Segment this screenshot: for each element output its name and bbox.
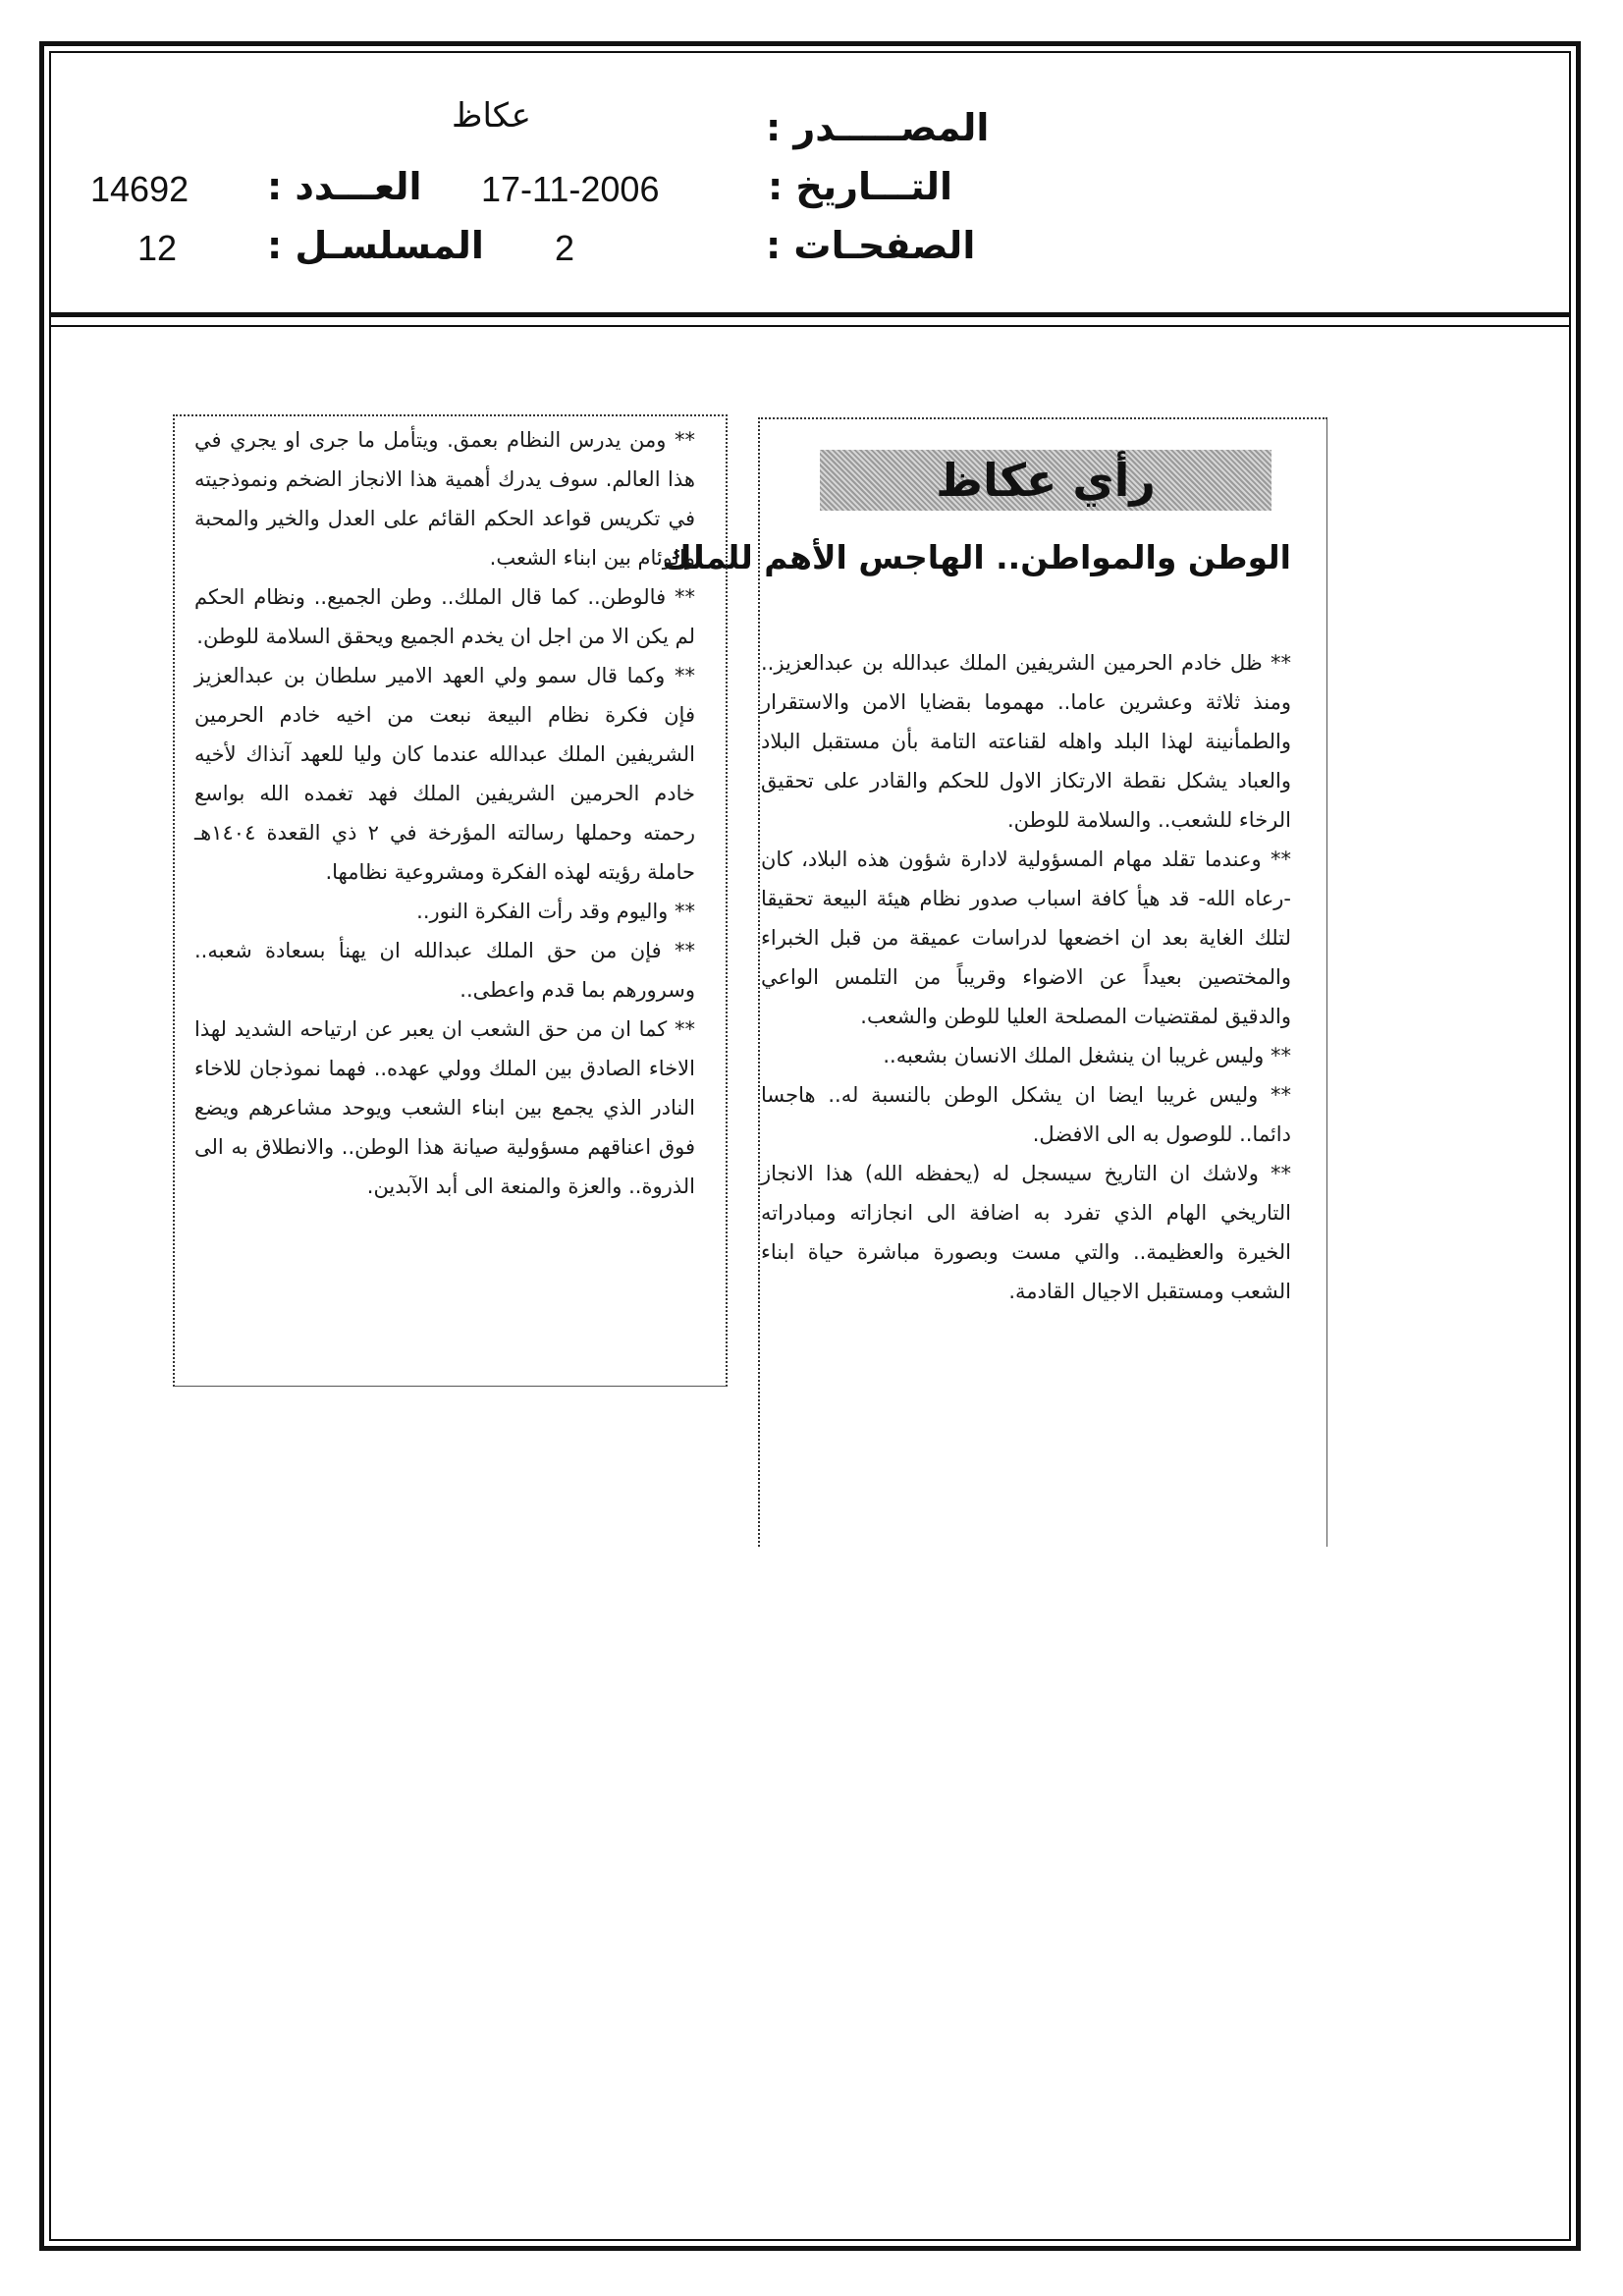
issue-label: العـــدد : [267,165,422,208]
article-left-column [194,420,695,1206]
article-paragraph: ** فالوطن.. كما قال الملك.. وطن الجميع.. ونظام الحكم لم يكن الا من اجل ان يخدم الجميع ويحقق السلامة للوطن. [194,585,695,648]
source-value: عكاظ [452,96,531,136]
serial-label: المسلسـل : [267,224,484,267]
header-divider-thick [49,312,1571,317]
header-divider-thin [49,325,1571,327]
article-paragraph: ** ولاشك ان التاريخ سيسجل له (يحفظه الله) هذا الانجاز التاريخي الهام الذي تفرد به اضافة الى انجازاته ومبادراته الخيرة والعظيمة.. والتي مست وبصورة مباشرة حياة ابناء الشعب ومستقبل الاجيال القادمة. [761,1162,1291,1303]
issue-value: 14692 [90,169,189,209]
article-paragraph: ** كما ان من حق الشعب ان يعبر عن ارتياحه الشديد لهذا الاخاء الصادق بين الملك وولي عهده.. فهما نموذجان للاخاء النادر الذي يجمع بين ابناء الشعب ويوحد مشاعرهم ويضع فوق اعناقهم مسؤولية صيانة هذا الوطن.. والانطلاق به الى الذروة.. والعزة والمنعة الى أبد الآبدين. [194,1017,695,1198]
date-label: التـــاريخ : [768,165,952,208]
article-paragraph: ** وعندما تقلد مهام المسؤولية لادارة شؤون هذه البلاد، كان -رعاه الله- قد هيأ كافة اسباب صدور نظام هيئة البيعة تحقيقا لتلك الغاية بعد ان اخضعها لدراسات عميقة من قبل الخبراء والمختصين بعيداً عن الاضواء وقريباً من التلمس الواعي والدقيق لمقتضيات المصلحة العليا للوطن والشعب. [761,847,1291,1028]
article-headline: الوطن والمواطن.. الهاجس الأهم للملك [662,538,1291,576]
pages-label: الصفحـات : [766,224,976,267]
article-paragraph: ** وكما قال سمو ولي العهد الامير سلطان بن عبدالعزيز فإن فكرة نظام البيعة نبعت من اخيه خادم الحرمين الشريفين الملك عبدالله عندما كان وليا للعهد آنذاك لأخيه خادم الحرمين الشريفين الملك فهد تغمده الله بواسع رحمته وحملها رسالته المؤرخة في ٢ ذي القعدة ١٤٠٤هـ حاملة رؤيته لهذه الفكرة ومشروعية نظامها. [194,664,696,884]
column-name: رأي عكاظ [936,454,1156,507]
serial-value: 12 [137,228,178,268]
article-paragraph: ** واليوم وقد رأت الفكرة النور.. [416,900,695,923]
date-value: 17-11-2006 [481,169,660,209]
article-paragraph: ** فإن من حق الملك عبدالله ان يهنأ بسعادة شعبه.. وسرورهم بما قدم واعطى.. [194,939,695,1002]
column-banner [820,450,1271,511]
article-paragraph: ** وليس غريبا ايضا ان يشكل الوطن بالنسبة له.. هاجسا دائما.. للوصول به الى الافضل. [761,1083,1291,1146]
article-paragraph: ** ظل خادم الحرمين الشريفين الملك عبدالله بن عبدالعزيز.. ومنذ ثلاثة وعشرين عاما.. مهموما بقضايا الامن والاستقرار والطمأنينة لهذا البلد واهله لقناعته التامة بأن مستقبل البلاد والعباد يشكل نقطة الارتكاز الاول للحكم والقادر على تحقيق الرخاء للشعب.. والسلامة للوطن. [761,651,1291,832]
source-label: المصـــــدر : [766,106,990,149]
pages-value: 2 [555,228,575,268]
article-paragraph: ** وليس غريبا ان ينشغل الملك الانسان بشعبه.. [883,1044,1291,1067]
article-paragraph: ** ومن يدرس النظام بعمق. ويتأمل ما جرى او يجري في هذا العالم. سوف يدرك أهمية هذا الانجاز الضخم ونموذجيته في تكريس قواعد الحكم القائم على العدل والخير والمحبة والوئام بين ابناء الشعب. [194,428,695,570]
article-right-column [761,643,1291,1311]
